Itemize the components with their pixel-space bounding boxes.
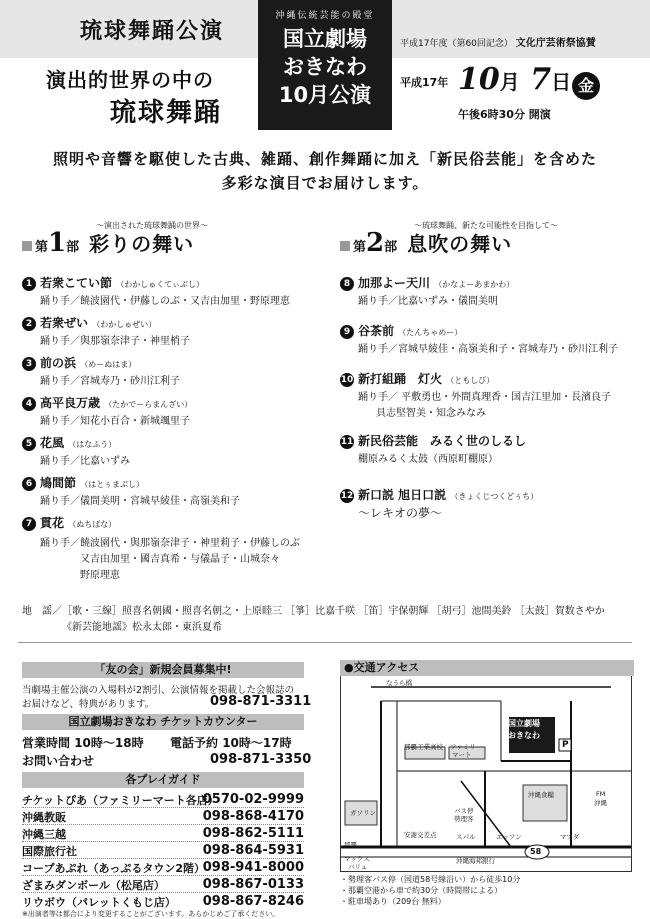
guide-name: ざまみダンボール（松尾店） (22, 879, 165, 892)
number-badge: 3 (22, 357, 36, 371)
performers: 踊り手／比嘉いずみ (40, 456, 130, 467)
list-item (22, 860, 304, 874)
date (458, 62, 571, 97)
tel-hours: 10時〜17時 (222, 736, 292, 750)
map-label-mart: マート (452, 751, 472, 759)
performers: 踊り手／宮城早綾佳・高嶺美和子・宮城寿乃・砂川江利子 (358, 344, 618, 355)
program-item (22, 434, 116, 451)
map-label-school: 那覇工業高校 (404, 743, 443, 751)
subtitle-tagline: 〜レキオの夢〜 (358, 506, 443, 520)
performers: 野原理恵 (80, 570, 120, 581)
date-month-kanji: 月 (499, 70, 520, 94)
part2-num: 2 (366, 228, 385, 258)
part1-dai: 第 (35, 240, 49, 255)
number-badge: 10 (340, 375, 354, 385)
number-badge: 8 (340, 277, 354, 291)
program-item (22, 474, 144, 491)
part2-sub: 〜琉球舞踊、新たな可能性を目指して〜 (414, 221, 558, 230)
map-label-theater1: 国立劇場 (508, 719, 540, 728)
item-title: 新口説 旭日口説 (358, 488, 447, 502)
performers: 具志堅智美・知念みなみ (376, 408, 486, 419)
number-badge: 12 (340, 491, 354, 501)
part1-num: 1 (48, 228, 67, 258)
item-title: 高平良万歳 (40, 396, 101, 410)
musicians-line2: 《新芸能地謡》松永太郎・東浜夏希 (62, 622, 222, 633)
list-item (22, 843, 304, 857)
access-map (340, 660, 632, 872)
sponsor (400, 34, 596, 49)
date-day-kanji: 日 (551, 70, 572, 94)
square-icon (22, 241, 32, 251)
map-label-exxon: エッソン (496, 833, 522, 841)
dotted-rule (22, 807, 304, 808)
hours-value: 10時〜18時 (74, 736, 144, 750)
inquiry-phone[interactable]: 098-871-3350 (210, 752, 312, 767)
guide-phone[interactable]: 098-868-4170 (202, 809, 304, 824)
number-badge: 1 (22, 277, 36, 291)
friends-bar: 「友の会」新規会員募集中! (22, 662, 304, 678)
dotted-rule (22, 841, 304, 842)
guide-phone[interactable]: 098-867-0133 (202, 877, 304, 892)
map-label-fm2: 沖縄 (594, 799, 607, 807)
theater-block (258, 0, 392, 130)
part2-name: 息吹の舞い (407, 232, 513, 256)
program-item (340, 432, 526, 449)
item-reading: （かなよーあまかわ） (434, 280, 515, 289)
map-label-theater2: おきなわ (508, 731, 540, 740)
counter-hours (22, 734, 144, 751)
map-label-route: 58 (530, 847, 542, 856)
access-note: ・那覇空港から車で約30分（時間帯による） (340, 886, 503, 895)
map-label-naha-way: 那覇 (344, 841, 357, 849)
map-label-naha-bridge: なうら橋 (386, 679, 412, 687)
item-reading: （ぬちばな） (68, 520, 117, 529)
map-label-max: マックス (344, 855, 370, 863)
map-label-fm: FM (596, 790, 606, 798)
item-reading: （たんちゃめー） (398, 328, 463, 337)
item-reading: （ともしび） (446, 376, 495, 385)
program-item (22, 354, 136, 371)
guide-name: リウボウ（パレットくもじ店） (22, 896, 176, 909)
item-title: 花風 (40, 436, 65, 450)
access-note: ・駐車場あり（209台 無料） (340, 897, 446, 906)
dotted-rule (22, 824, 304, 825)
dotted-rule (22, 892, 304, 893)
item-title: 新民俗芸能 みるく世のしるし (358, 434, 527, 448)
counter-tel (170, 734, 292, 751)
center-line3: 10月公演 (278, 83, 372, 107)
center-small: 沖縄伝統芸能の殿堂 (275, 11, 375, 21)
number-badge: 6 (22, 477, 36, 491)
program-item (22, 274, 204, 291)
center-line2: おきなわ (283, 55, 367, 79)
guide-name: 国際旅行社 (22, 845, 77, 858)
part1-bu: 部 (66, 240, 80, 255)
map-label-subaru: スパル (456, 833, 476, 841)
lead-line2: 多彩な演目でお届けします。 (221, 174, 429, 192)
guide-phone[interactable]: 098-867-8246 (202, 894, 304, 909)
dotted-rule (22, 875, 304, 876)
program-item (22, 514, 116, 531)
guide-name: 沖縄三越 (22, 828, 66, 841)
item-reading: （はなふう） (68, 440, 117, 449)
item-reading: （たかでーらまんざい） (104, 400, 193, 409)
start-time: 午後6時30分 開演 (458, 108, 551, 121)
list-item (22, 877, 304, 891)
item-reading: （わかしゅぜい） (92, 320, 157, 329)
title-top: 琉球舞踊公演 (80, 19, 225, 44)
map-label-bus2: 勢理客 (454, 815, 474, 823)
map-label-okinawa-food: 沖縄食糧 (528, 791, 554, 799)
number-badge: 5 (22, 437, 36, 451)
counter-bar: 国立劇場おきなわ チケットカウンター (22, 714, 304, 730)
number-badge: 2 (22, 317, 36, 331)
musicians-line1: 地 謡／［歌・三線］照喜名朝國・照喜名朝之・上原睦三 ［箏］比嘉千咲 ［笛］宇保朝輝 ［胡弓］池間美鈴 ［太鼓］賀数さやか (22, 606, 605, 617)
performers: 踊り手／知花小百合・新城颯里子 (40, 416, 190, 427)
map-label-junction: 安謝交差点 (404, 831, 437, 839)
performers: 踊り手／饒波園代・伊藤しのぶ・又吉由加里・野原理恵 (40, 296, 290, 307)
part1-heading (22, 228, 194, 258)
part2-heading (340, 228, 512, 258)
friends-text1: 当劇場主催公演の入場料が2割引、公演情報を掲載した会報誌の (22, 685, 295, 696)
item-title: 加那よー天川 (358, 276, 431, 290)
sponsor-prefix: 平成17年度（第60回記念） (400, 39, 513, 49)
performers: 踊り手／ 平敷勇也・外間真理香・国吉江里加・長濱良子 (358, 392, 612, 403)
performers: 踊り手／儀間美明・宮城早綾佳・高嶺美和子 (40, 496, 240, 507)
part2-dai: 第 (353, 240, 367, 255)
header-right-band (392, 0, 650, 58)
item-title: 新打組踊 灯火 (358, 372, 443, 386)
performers: 又吉由加里・國吉真希・与儀晶子・山城奈々 (80, 554, 280, 565)
guide-phone[interactable]: 098-941-8000 (202, 860, 304, 875)
day-of-week-badge: 金 (572, 72, 600, 100)
program-item (340, 370, 494, 387)
map-label-mazda: マツダ (560, 833, 580, 841)
performers: 踊り手／比嘉いずみ・儀間美明 (358, 296, 498, 307)
map-label-bank: 沖縄海邦銀行 (456, 857, 495, 865)
subtitle: 演出的世界の中の (46, 68, 214, 92)
item-title: 若衆こてい節 (40, 276, 113, 290)
number-badge: 11 (340, 437, 354, 447)
map-label-bus: バス停 (454, 807, 474, 815)
guide-name: 沖縄教販 (22, 811, 66, 824)
list-item (22, 894, 304, 908)
dotted-rule (22, 858, 304, 859)
access-note: ・勢理客バス停（国道58号線沿い）から徒歩10分 (340, 875, 521, 884)
map-label-family: ファミリー (450, 743, 483, 751)
program-item (22, 314, 156, 331)
square-icon (340, 241, 350, 251)
list-item (22, 792, 304, 806)
friends-phone[interactable]: 098-871-3311 (210, 694, 312, 709)
inquiry-label: お問い合わせ (22, 754, 95, 768)
friends-text2: お届けなど、特典があります。 (22, 699, 155, 710)
program-item (340, 486, 538, 503)
part1-name: 彩りの舞い (89, 232, 195, 256)
number-badge: 4 (22, 397, 36, 411)
item-reading: （めーぬはま） (80, 360, 137, 369)
number-badge: 9 (340, 325, 354, 339)
center-line1: 国立劇場 (283, 27, 367, 51)
date-month: 10 (458, 62, 500, 97)
guide-name: チケットぴあ（ファミリーマート各店） (22, 794, 219, 807)
guide-phone[interactable]: 0570-02-9999 (202, 792, 304, 807)
program-item (340, 274, 514, 291)
performers: 踊り手／宮城寿乃・砂川江利子 (40, 376, 180, 387)
lead-line1: 照明や音響を駆使した古典、雑踊、創作舞踊に加え「新民俗芸能」を含めた (52, 150, 597, 168)
item-title: 谷茶前 (358, 324, 395, 338)
item-title: 前の浜 (40, 356, 77, 370)
guide-phone[interactable]: 098-862-5111 (202, 826, 304, 841)
map-label-gas: ガソリン (350, 809, 376, 817)
performers: 棚原みるく太鼓（西原町棚原） (358, 454, 498, 465)
playguide-bar: 各プレイガイド (22, 772, 304, 788)
list-item (22, 826, 304, 840)
part2-bu: 部 (384, 240, 398, 255)
item-reading: （きょくじつくどぅち） (450, 492, 539, 501)
list-item (22, 809, 304, 823)
item-title: 若衆ぜい (40, 316, 89, 330)
map-label-valu: バリュ (348, 863, 368, 871)
number-badge: 7 (22, 517, 36, 531)
divider (18, 642, 632, 643)
guide-phone[interactable]: 098-864-5931 (202, 843, 304, 858)
part1-sub: 〜演出された琉球舞踊の世界〜 (96, 221, 208, 230)
hours-label: 営業時間 (22, 736, 71, 750)
sponsor-main: 文化庁芸術祭協賛 (515, 38, 596, 49)
program-item (340, 322, 462, 339)
performers: 踊り手／與那嶺奈津子・神里梢子 (40, 336, 190, 347)
item-reading: （わかしゅくてぃぶし） (116, 280, 205, 289)
title-main: 琉球舞踊 (110, 98, 223, 128)
map-svg (341, 661, 631, 871)
program-item (22, 394, 192, 411)
item-title: 鳩間節 (40, 476, 77, 490)
item-reading: （はとぅまぶし） (80, 480, 145, 489)
item-title: 貫花 (40, 516, 65, 530)
date-day: 7 (530, 62, 552, 97)
map-label-parking: P (562, 740, 569, 750)
performers: 踊り手／饒波園代・與那嶺奈津子・神里莉子・伊藤しのぶ (40, 538, 300, 549)
footnote: ※出演者等は都合により変更することがございます。あらかじめご了承ください。 (22, 910, 280, 918)
guide-name: コープあぷれ（あっぷるタウン2階） (22, 862, 205, 875)
tel-label: 電話予約 (170, 736, 219, 750)
date-era: 平成17年 (400, 76, 449, 89)
access-title: ●交通アクセス (340, 660, 634, 676)
